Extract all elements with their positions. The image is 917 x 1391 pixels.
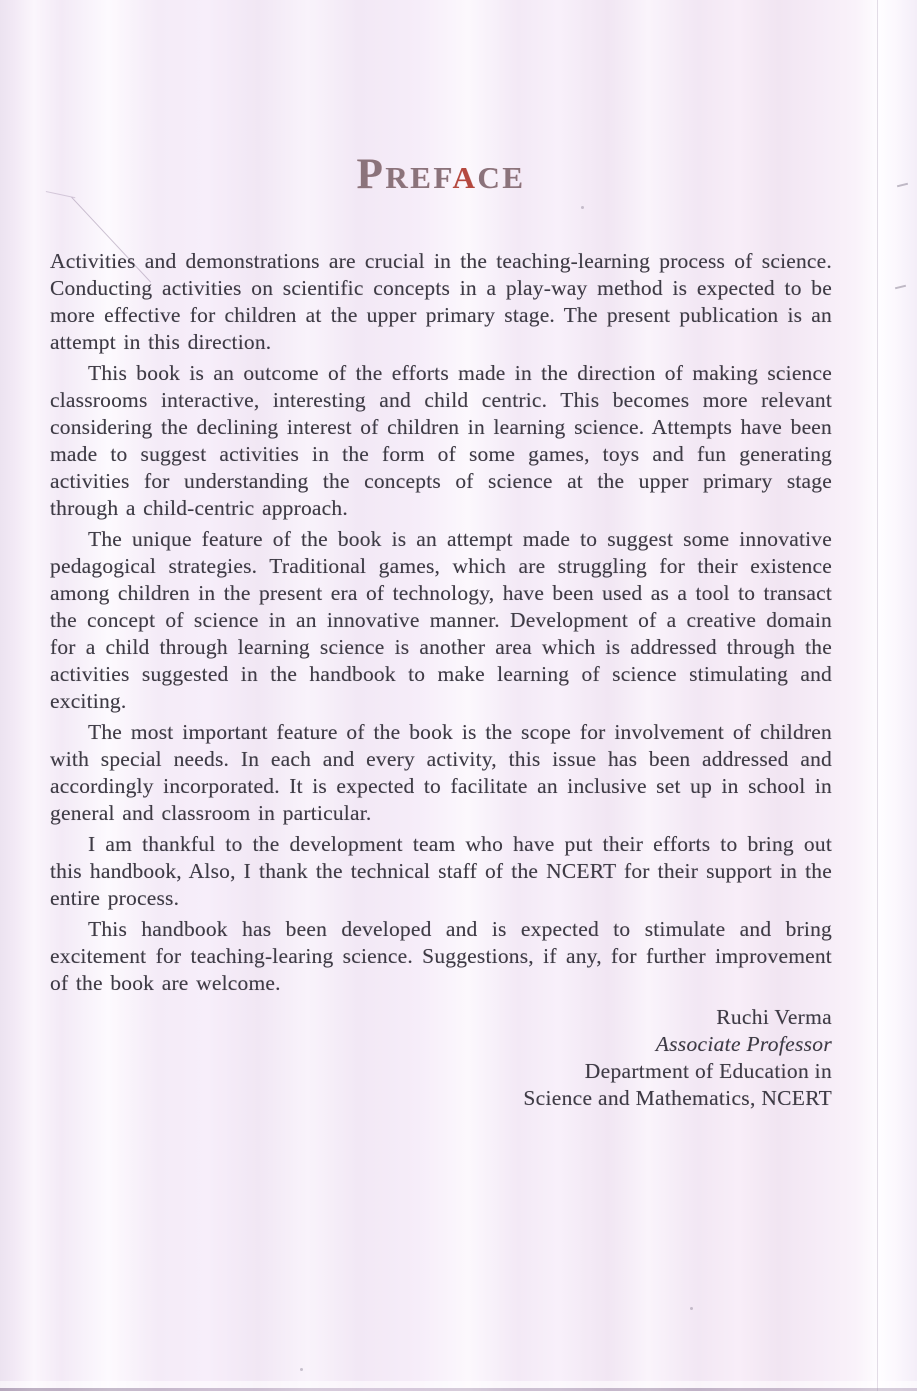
- page-bottom-edge-highlight: [0, 1381, 917, 1388]
- signature-name: Ruchi Verma: [716, 1005, 832, 1029]
- scan-mark-artifact: [897, 183, 908, 188]
- signature-role: Associate Professor: [655, 1032, 832, 1056]
- preface-body: [50, 248, 832, 1112]
- signature-dept-line2: Science and Mathematics, NCERT: [523, 1086, 832, 1110]
- paragraph-5: I am thankful to the development team who have put their efforts to bring out this handbook, Also, I thank the technical staff of the NCERT for their support in the entire process.: [50, 832, 832, 910]
- scan-mark-artifact: [895, 285, 906, 290]
- signature-dept-line1: Department of Education in: [584, 1059, 832, 1083]
- scan-dust-speck: [300, 1368, 303, 1371]
- paragraph-4: The most important feature of the book is the scope for involvement of children with special needs. In each and every activity, this issue has been addressed and accordingly incorporated. It is expected to facilitate an inclusive set up in school in general and classroom in particular.: [50, 720, 832, 825]
- scan-dust-speck: [581, 206, 584, 209]
- title-letters-ref: REF: [385, 160, 453, 196]
- title-letter-a-accent: A: [452, 160, 478, 196]
- paragraph-2: This book is an outcome of the efforts made in the direction of making science classrooms interactive, interesting and child centric. This becomes more relevant considering the declining interest of children in learning science. Attempts have been made to suggest activities in the form of some games, toys and fun generating activities for understanding the concepts of science at the upper primary stage through a child-centric approach.: [50, 361, 832, 520]
- paragraph-1: Activities and demonstrations are crucial in the teaching-learning process of science. Conducting activities on scientific concepts in a play-way method is expected to be more effective for children at the upper primary stage. The present publication is an attempt in this direction.: [50, 249, 832, 354]
- page-title: [50, 151, 832, 202]
- scan-dust-speck: [690, 1307, 693, 1310]
- title-letter-p: P: [356, 151, 386, 199]
- paragraph-3: The unique feature of the book is an attempt made to suggest some innovative pedagogical strategies. Traditional games, which are struggling for their existence among children in the present era of technology, have been used as a tool to transact the concept of science in an innovative manner. Development of a creative domain for a child through learning science is another area which is addressed through the activities suggested in the handbook to make learning of science stimulating and exciting.: [50, 527, 832, 713]
- title-letters-ce: CE: [477, 160, 526, 196]
- signature-block: [50, 1004, 832, 1112]
- paragraph-6: This handbook has been developed and is expected to stimulate and bring excitement for teaching-learing science. Suggestions, if any, for further improvement of the book are welcome.: [50, 917, 832, 995]
